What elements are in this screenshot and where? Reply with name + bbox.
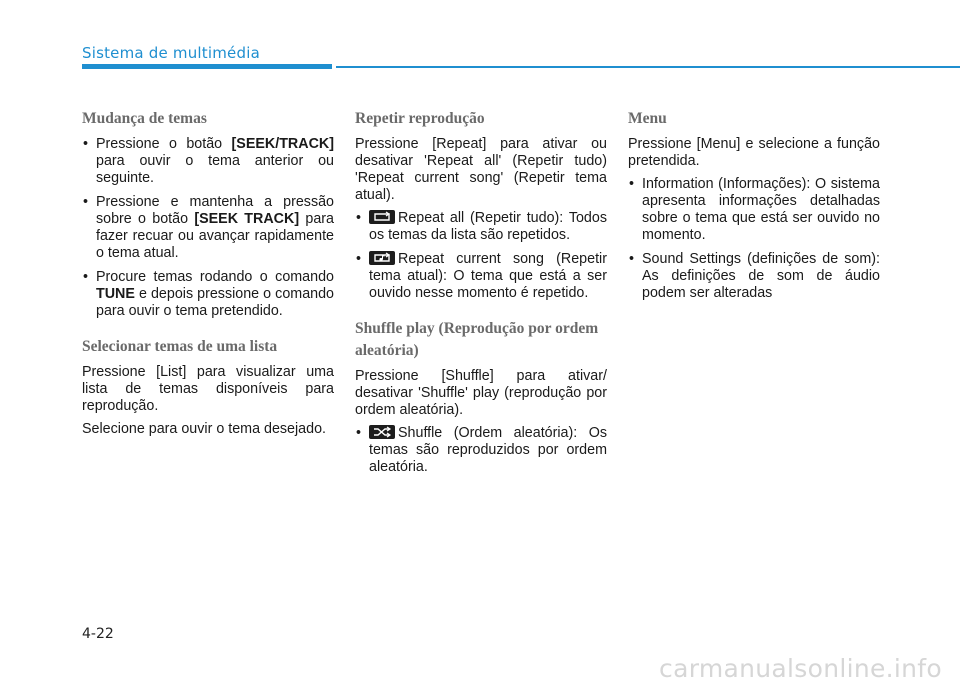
repeat-one-icon	[369, 251, 395, 265]
paragraph: Pressione [Shuffle] para ativar/ desativar 'Shuffle' play (reprodução por ordem aleatória).	[355, 368, 607, 418]
change-tracks-list	[82, 136, 334, 320]
list-item: • Pressione e mantenha a pressão sobre o botão [SEEK TRACK] para fazer recuar ou avançar rapidamente o tema atual.	[82, 194, 334, 262]
list-item: • Repeat all (Repetir tudo): Todos os temas da lista são repetidos.	[355, 210, 607, 244]
list-item: • Shuffle (Ordem aleatória): Os temas são reproduzidos por ordem aleatória.	[355, 425, 607, 476]
watermark: carmanualsonline.info	[659, 654, 942, 683]
column-1	[82, 108, 334, 444]
paragraph: Pressione [Repeat] para ativar ou desativar 'Repeat all' (Repetir tudo) 'Repeat current song' (Repetir tema atual).	[355, 136, 607, 203]
shuffle-icon	[369, 425, 395, 439]
heading-menu: Menu	[628, 110, 667, 127]
column-3	[628, 108, 880, 309]
paragraph: Selecione para ouvir o tema desejado.	[82, 421, 326, 437]
paragraph: Pressione [List] para visualizar uma lista de temas disponíveis para reprodução.	[82, 364, 334, 414]
header-rule-thin	[336, 66, 960, 68]
list-item: • Pressione o botão [SEEK/TRACK] para ouvir o tema anterior ou seguinte.	[82, 136, 334, 187]
column-2	[355, 108, 607, 483]
page-number: 4-22	[82, 626, 114, 642]
shuffle-list	[355, 425, 607, 476]
header-rule-thick	[82, 64, 332, 69]
list-item: • Repeat current song (Repetir tema atual): O tema que está a ser ouvido nesse momento é repetido.	[355, 251, 607, 302]
paragraph: Pressione [Menu] e selecione a função pretendida.	[628, 136, 880, 169]
section-header-title: Sistema de multimédia	[82, 44, 260, 62]
heading-change-tracks: Mudança de temas	[82, 110, 207, 127]
heading-select-from-list: Selecionar temas de uma lista	[82, 338, 278, 355]
repeat-all-icon	[369, 210, 395, 224]
menu-list	[628, 176, 880, 302]
list-item: • Sound Settings (definições de som): As definições de som de áudio podem ser alteradas	[628, 251, 880, 302]
heading-shuffle: Shuffle play (Reprodução por ordem aleatória)	[355, 320, 599, 359]
list-item: • Procure temas rodando o comando TUNE e depois pressione o comando para ouvir o tema pretendido.	[82, 269, 334, 320]
heading-repeat: Repetir reprodução	[355, 110, 485, 127]
repeat-list	[355, 210, 607, 302]
list-item: • Information (Informações): O sistema apresenta informações detalhadas sobre o tema que está ser ouvido no momento.	[628, 176, 880, 244]
